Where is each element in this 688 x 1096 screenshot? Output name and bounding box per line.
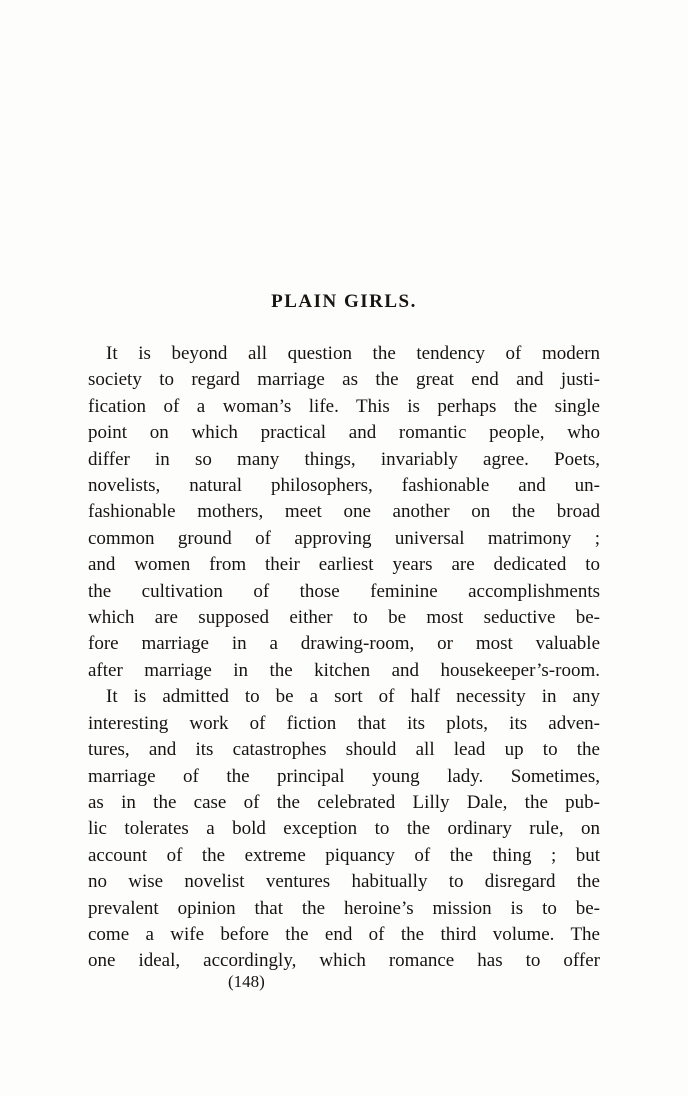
text-line: interesting work of fiction that its plots, its adven- (88, 712, 600, 734)
text-line: fore marriage in a drawing-room, or most valuable (88, 633, 600, 655)
text-line: as in the case of the celebrated Lilly Dale, the pub- (88, 791, 600, 813)
text-line: point on which practical and romantic people, who (88, 422, 600, 444)
text-line: account of the extreme piquancy of the thing ; but (88, 844, 600, 866)
text-line: common ground of approving universal matrimony ; (88, 527, 600, 549)
text-line: prevalent opinion that the heroine’s mission is to be- (88, 897, 600, 919)
text-line: which are supposed either to be most seductive be- (88, 607, 600, 629)
text-line: It is admitted to be a sort of half necessity in any (106, 686, 600, 708)
text-line: lic tolerates a bold exception to the ordinary rule, on (88, 818, 600, 840)
text-line: tures, and its catastrophes should all lead up to the (88, 739, 600, 761)
text-line: differ in so many things, invariably agree. Poets, (88, 448, 600, 470)
text-line: society to regard marriage as the great end and justi- (88, 369, 600, 391)
text-line: marriage of the principal young lady. Sometimes, (88, 765, 600, 787)
text-line: fashionable mothers, meet one another on the broad (88, 501, 600, 523)
text-line: the cultivation of those feminine accomplishments (88, 580, 600, 602)
text-line: come a wife before the end of the third volume. The (88, 923, 600, 945)
text-line: no wise novelist ventures habitually to disregard the (88, 871, 600, 893)
text-line: after marriage in the kitchen and housekeeper’s-room. (88, 659, 600, 681)
text-line: fication of a woman’s life. This is perhaps the single (88, 395, 600, 417)
text-line: It is beyond all question the tendency of modern (106, 343, 600, 364)
body-text-block (88, 341, 600, 975)
text-line: one ideal, accordingly, which romance has to offer (88, 950, 600, 972)
text-line: novelists, natural philosophers, fashionable and un- (88, 475, 600, 497)
text-line: and women from their earliest years are dedicated to (88, 554, 600, 576)
page-number: (148) (228, 972, 265, 991)
page-title: PLAIN GIRLS. (271, 291, 417, 312)
